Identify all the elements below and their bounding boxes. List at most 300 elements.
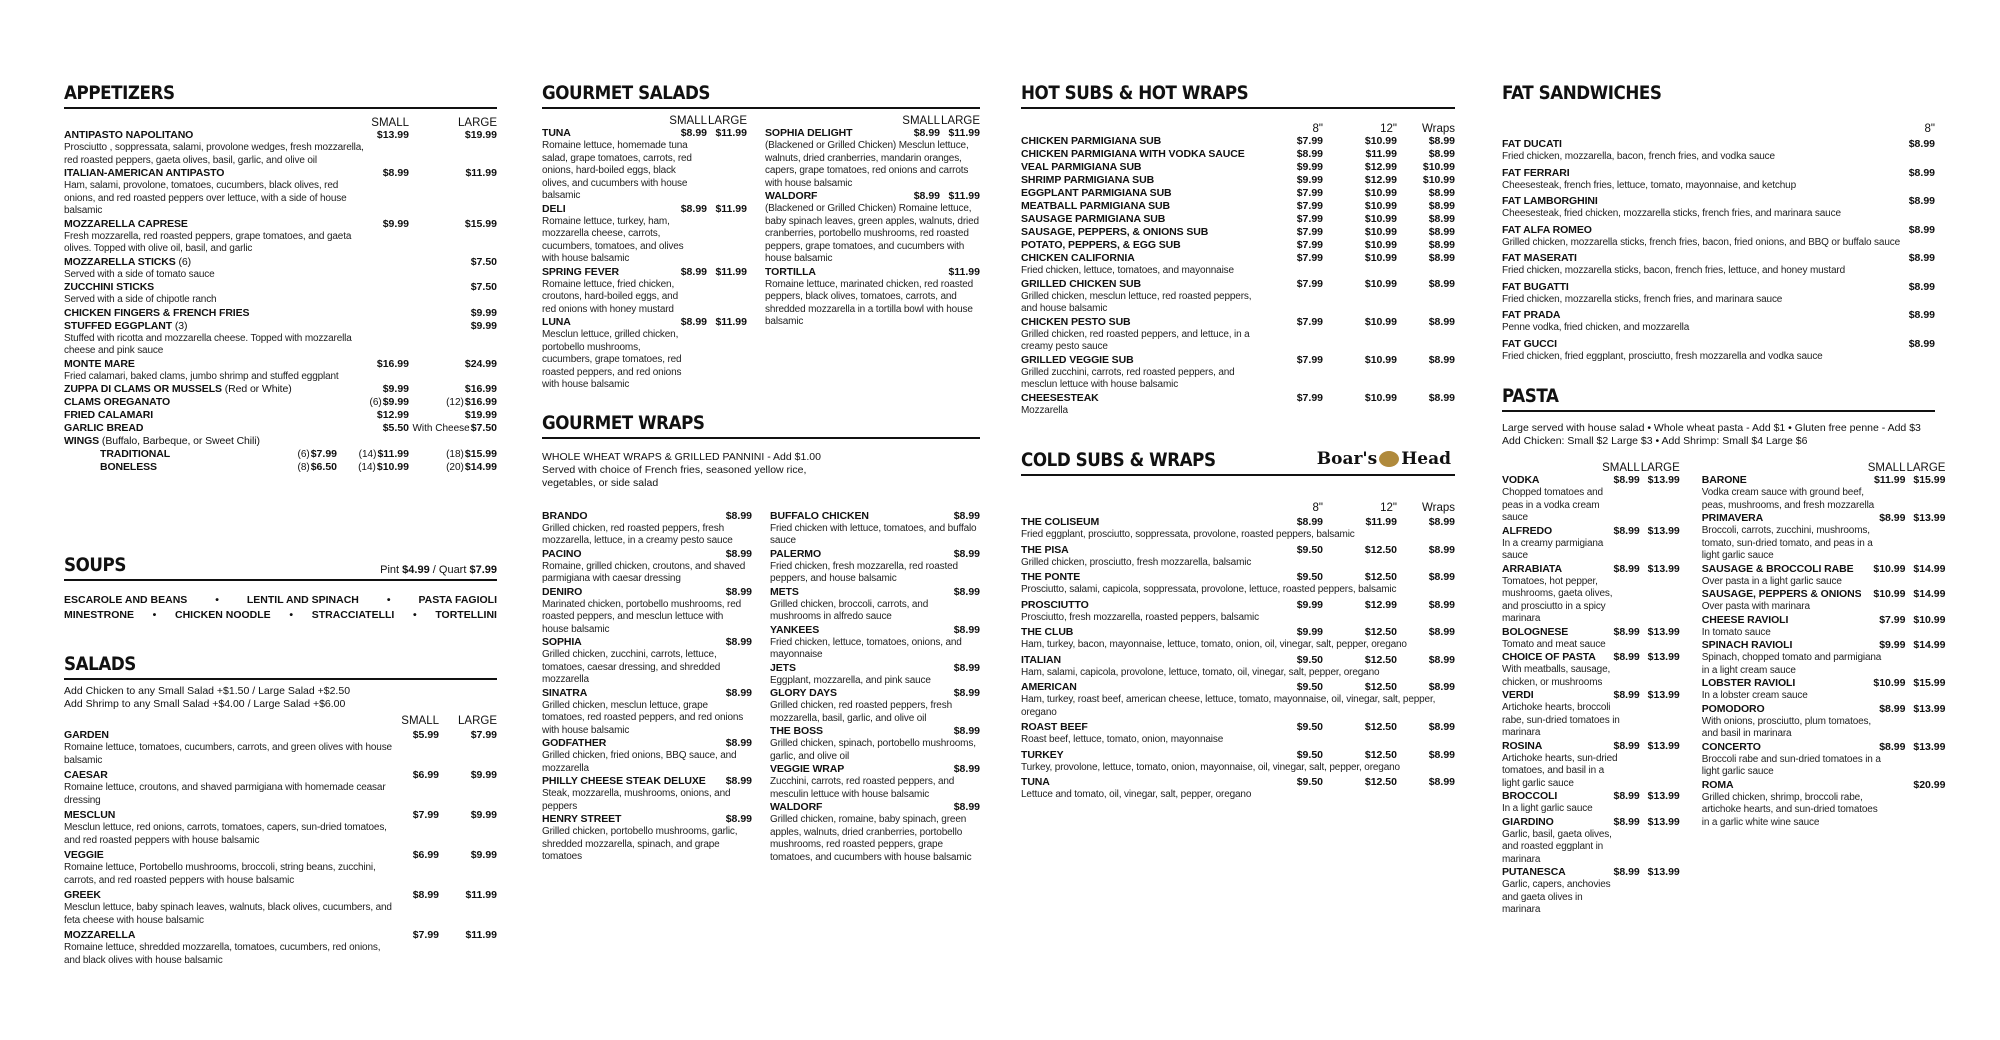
- col-large-label: LARGE: [941, 115, 980, 127]
- price-value: $7.99: [1296, 213, 1323, 225]
- item-name: [64, 729, 369, 742]
- menu-item: [1021, 354, 1455, 392]
- menu-item: [770, 548, 980, 586]
- price-value: $20.99: [1913, 778, 1946, 791]
- item-row: [1702, 474, 1946, 487]
- price: [337, 461, 409, 474]
- cold-subs-section: [1021, 445, 1455, 802]
- menu-item: [64, 422, 497, 435]
- item-row: [1021, 571, 1455, 584]
- item-name-text: PALERMO: [770, 547, 822, 560]
- price: [1861, 512, 1905, 525]
- menu-item: [64, 383, 497, 396]
- item-row: [1021, 544, 1455, 557]
- price: [439, 729, 497, 742]
- item-description: Mozzarella: [1021, 404, 1068, 416]
- price-value: $8.99: [1428, 571, 1455, 583]
- price: [896, 127, 940, 140]
- item-name: [1021, 239, 1283, 252]
- price-value: $12.50: [1364, 721, 1397, 733]
- price-value: $15.99: [1913, 474, 1946, 486]
- item-note: (6): [178, 255, 192, 268]
- column-2: [542, 78, 980, 864]
- price: [1397, 776, 1455, 789]
- section-title: FAT SANDWICHES: [1502, 82, 1662, 104]
- item-description: Turkey, provolone, lettuce, tomato, onion, mayonnaise, oil, vinegar, salt, pepper, oregano: [1021, 761, 1400, 773]
- price-value: $11.99: [377, 448, 409, 460]
- price-value: $11.99: [948, 265, 980, 278]
- menu-item: [1502, 281, 1935, 307]
- price: [1283, 226, 1323, 239]
- price: [271, 448, 337, 461]
- item-row: [1021, 148, 1455, 161]
- item-name: [542, 586, 712, 599]
- menu-item: [64, 218, 497, 256]
- price-value: $7.50: [470, 255, 497, 268]
- price: [1323, 200, 1397, 213]
- item-name: [64, 769, 369, 782]
- pasta-note-1: Large served with house salad • Whole wheat pasta - Add $1 • Gluten free penne - Add $3: [1502, 422, 1921, 434]
- price-value: $15.99: [464, 448, 497, 460]
- cold-subs-header: [1021, 445, 1455, 476]
- price: [1283, 626, 1323, 639]
- item-name-text: PACINO: [542, 547, 582, 560]
- price: [663, 203, 707, 216]
- price-value: $10.99: [1873, 677, 1906, 689]
- price: [409, 307, 497, 320]
- item-row: [64, 435, 497, 448]
- pasta-grid: [1502, 462, 1946, 917]
- price: [343, 422, 409, 435]
- boars-head-logo: [1317, 449, 1451, 469]
- price: [1323, 135, 1397, 148]
- item-description: Prosciutto, salami, capicola, soppressata, provolone, lettuce, roasted peppers, balsamic: [1021, 584, 1397, 595]
- item-row: [542, 548, 752, 561]
- price-value: $8.99: [1613, 524, 1640, 537]
- price-value: $7.99: [1296, 277, 1323, 290]
- menu-item: [765, 190, 980, 266]
- item-row: [1702, 512, 1946, 525]
- item-name-text: VEGGIE WRAP: [770, 763, 845, 775]
- price: [1596, 740, 1640, 753]
- price: [1861, 563, 1905, 576]
- item-description: Romaine lettuce, fried chicken, croutons, hard-boiled eggs, and red onions with honey mustard: [542, 278, 678, 315]
- item-name: [1502, 790, 1596, 803]
- price: [1596, 525, 1640, 538]
- item-row: [1021, 392, 1455, 405]
- item-row: [1502, 309, 1935, 322]
- price: [409, 358, 497, 371]
- col-small-label: SMALL: [371, 117, 409, 129]
- price-value: $13.99: [1913, 702, 1946, 715]
- menu-item: [64, 358, 497, 384]
- menu-item: [64, 256, 497, 282]
- item-name: [64, 320, 343, 333]
- item-name: [770, 725, 940, 738]
- item-description: Ham, turkey, bacon, mayonnaise, lettuce, tomato, onion, oil, vinegar, salt, pepper, oregano: [1021, 639, 1407, 650]
- price-value: $13.99: [1647, 815, 1680, 828]
- price-value: $11.99: [715, 202, 747, 215]
- price-columns-header: [1502, 462, 1680, 474]
- column-4: [1502, 78, 1946, 917]
- price-value: $8.99: [1613, 815, 1640, 828]
- price-value: $10.99: [1364, 277, 1397, 290]
- item-name-text: MESCLUN: [64, 809, 116, 821]
- item-row: [1021, 135, 1455, 148]
- menu-item: [1021, 721, 1455, 747]
- price-value: $7.99: [1296, 315, 1323, 328]
- item-name-text: ALFREDO: [1502, 524, 1553, 537]
- item-name-text: VEAL PARMIGIANA SUB: [1021, 161, 1142, 173]
- menu-item: [1502, 309, 1935, 335]
- price: [1640, 740, 1680, 753]
- item-description: Fresh mozzarella, red roasted peppers, grape tomatoes, and gaeta olives. Topped with olive oil, basil, and garlic: [64, 230, 352, 254]
- item-row: [770, 624, 980, 637]
- pasta-left-list: [1502, 474, 1680, 917]
- price-value: $12.50: [1364, 681, 1397, 693]
- item-name: [64, 396, 343, 409]
- item-description: Cheesesteak, fried chicken, mozzarella sticks, french fries, and marinara sauce: [1502, 208, 1841, 219]
- item-name: [1502, 689, 1596, 702]
- menu-item: [64, 929, 497, 967]
- item-name-text: THE PONTE: [1021, 571, 1081, 583]
- item-description: Grilled chicken, red roasted peppers, fresh mozzarella, lettuce, in a creamy pesto sauce: [542, 522, 733, 546]
- item-description: Prosciutto , soppressata, salami, provolone wedges, fresh mozzarella, red roasted peppers, gaeta olives, basil, garlic, and olive oil: [64, 142, 364, 166]
- price-value: $8.99: [1613, 651, 1640, 663]
- price-value: $9.99: [1296, 161, 1323, 173]
- price-separator: /: [432, 564, 436, 576]
- menu-item: [64, 396, 497, 409]
- price-value: $7.50: [470, 422, 497, 434]
- price: [1895, 195, 1935, 208]
- item-name-text: GREEK: [64, 889, 101, 901]
- price-columns-header: [542, 115, 747, 127]
- price: [1640, 525, 1680, 538]
- item-name-text: FAT ALFA ROMEO: [1502, 223, 1592, 236]
- menu-item: [64, 281, 497, 307]
- item-name: [1021, 544, 1283, 557]
- price: [1640, 866, 1680, 879]
- price: [707, 316, 747, 329]
- price: [1283, 392, 1323, 405]
- item-row: [1502, 626, 1680, 639]
- menu-item: [64, 769, 497, 807]
- item-name-text: BARONE: [1701, 474, 1747, 486]
- price: [1283, 681, 1323, 694]
- price: [1397, 516, 1455, 529]
- item-name-text: THE BOSS: [770, 725, 823, 737]
- item-description: Grilled chicken, mesclun lettuce, red roasted peppers, and house balsamic: [1021, 290, 1252, 314]
- price-value: $19.99: [464, 409, 497, 421]
- price-value: $13.99: [1647, 562, 1680, 575]
- price-value: $8.99: [1428, 239, 1455, 251]
- price: [409, 461, 497, 474]
- price: [1397, 252, 1455, 265]
- item-row: [64, 849, 497, 862]
- gourmet-salads-left-list: [542, 127, 747, 392]
- item-description: Romaine lettuce, Portobello mushrooms, broccoli, string beans, zucchini, carrots, and red roasted peppers with house balsamic: [64, 862, 376, 886]
- col-8in-label: 8": [1312, 502, 1323, 514]
- price: [896, 266, 940, 279]
- item-row: [1702, 703, 1946, 716]
- col-large-label: LARGE: [1640, 462, 1680, 474]
- price: [712, 586, 752, 599]
- item-name: [1021, 213, 1283, 226]
- item-row: [64, 929, 497, 942]
- salads-header: [64, 649, 497, 680]
- menu-item: [1021, 161, 1455, 174]
- item-row: [1021, 239, 1455, 252]
- item-name-text: CHOICE OF PASTA: [1502, 651, 1596, 663]
- gourmet-wraps-right-list: [770, 510, 980, 865]
- price: [707, 127, 747, 140]
- item-name-text: ZUPPA DI CLAMS OR MUSSELS: [64, 383, 222, 395]
- item-row: [542, 266, 747, 279]
- item-name: [64, 929, 369, 942]
- soup-name: TORTELLINI: [435, 609, 497, 621]
- price-value: $8.99: [1428, 391, 1455, 404]
- price-value: $8.99: [1428, 598, 1455, 611]
- price: [439, 809, 497, 822]
- price: [343, 383, 409, 396]
- item-row: [765, 190, 980, 203]
- price-value: $8.99: [1908, 309, 1935, 321]
- price-value: $8.99: [725, 547, 752, 560]
- item-description: Broccoli rabe and sun-dried tomatoes in a light garlic sauce: [1701, 753, 1881, 777]
- item-row: [64, 320, 497, 333]
- price-value: $8.99: [1296, 516, 1323, 528]
- salads-section: [64, 649, 497, 967]
- item-description: Grilled chicken, broccoli, carrots, and mushrooms in alfredo sauce: [770, 598, 929, 622]
- price-value: $9.99: [1879, 639, 1906, 651]
- menu-item: [770, 586, 980, 624]
- menu-item: [1021, 776, 1455, 802]
- price: [409, 218, 497, 231]
- price: [1323, 174, 1397, 187]
- item-name: [1021, 252, 1283, 265]
- item-description: Grilled chicken, spinach, portobello mushrooms, garlic, and olive oil: [770, 738, 976, 762]
- price-value: $10.99: [1422, 174, 1455, 186]
- item-row: [1502, 563, 1680, 576]
- price-value: $9.99: [470, 809, 497, 821]
- price: [1323, 654, 1397, 667]
- item-name-text: CHICKEN PARMIGIANA WITH VODKA SAUCE: [1021, 148, 1245, 160]
- price-value: $7.99: [1879, 613, 1906, 626]
- price-value: $7.99: [310, 448, 337, 460]
- price: [712, 775, 752, 788]
- item-row: [1021, 516, 1455, 529]
- price-value: $8.99: [1428, 315, 1455, 328]
- price: [1283, 571, 1323, 584]
- item-row: [64, 129, 497, 142]
- menu-item: [542, 316, 747, 392]
- price-value: $11.99: [715, 316, 747, 328]
- item-name-text: ARRABIATA: [1502, 562, 1562, 575]
- menu-item: [1021, 187, 1455, 200]
- menu-item: [64, 129, 497, 167]
- menu-item: [1702, 639, 1946, 677]
- item-row: [1502, 740, 1680, 753]
- item-description: Fried chicken, fried eggplant, prosciutto, fresh mozzarella and vodka sauce: [1502, 350, 1823, 362]
- item-name-text: GLORY DAYS: [770, 687, 837, 699]
- price-value: $8.99: [725, 775, 752, 787]
- price: [343, 256, 409, 269]
- item-name: [1021, 316, 1283, 329]
- item-row: [542, 316, 747, 329]
- price: [1323, 516, 1397, 529]
- menu-item: [64, 809, 497, 847]
- price-value: $9.50: [1296, 653, 1323, 666]
- price: [1283, 516, 1323, 529]
- col-small-label: SMALL: [401, 715, 439, 727]
- price-value: $10.99: [1364, 213, 1397, 225]
- item-row: [64, 383, 497, 396]
- section-title: PASTA: [1502, 385, 1559, 407]
- price-value: $10.99: [1364, 226, 1397, 238]
- item-row: [1021, 161, 1455, 174]
- item-description: In tomato sauce: [1701, 626, 1771, 638]
- price: [1397, 200, 1455, 213]
- item-description: Served with a side of tomato sauce: [64, 268, 215, 280]
- item-name-text: TURKEY: [1021, 748, 1064, 761]
- item-name: [1502, 474, 1596, 487]
- item-row: [1021, 187, 1455, 200]
- item-name: [1021, 599, 1283, 612]
- item-name: [770, 510, 940, 523]
- item-name-text: FAT LAMBORGHINI: [1502, 195, 1598, 207]
- item-name: [542, 127, 663, 140]
- price: [1323, 226, 1397, 239]
- menu-item: [64, 849, 497, 887]
- price: [1283, 654, 1323, 667]
- price: [1640, 651, 1680, 664]
- item-description: Chopped tomatoes and peas in a vodka cream sauce: [1502, 487, 1603, 523]
- item-name: [1502, 138, 1895, 151]
- item-row: [1702, 779, 1946, 792]
- item-description: Romaine lettuce, marinated chicken, red roasted peppers, black olives, tomatoes, carrots, and shredded mozzarella in a tortilla bowl with house balsamic: [765, 278, 974, 327]
- price: [409, 320, 497, 333]
- item-name-text: CHICKEN CALIFORNIA: [1021, 252, 1135, 264]
- item-row: [64, 729, 497, 742]
- pasta-right-list: [1702, 474, 1946, 829]
- item-row: [1502, 689, 1680, 702]
- item-description: Romaine, grilled chicken, croutons, and shaved parmigiana with caesar dressing: [542, 560, 746, 584]
- price-value: $9.50: [1296, 681, 1323, 693]
- price-value: $19.99: [464, 129, 497, 141]
- price-value: $8.99: [725, 737, 752, 749]
- menu-item: [1702, 703, 1946, 741]
- section-title: HOT SUBS & HOT WRAPS: [1021, 82, 1249, 104]
- item-row: [542, 636, 752, 649]
- item-name-text: MOZZARELLA: [64, 929, 136, 941]
- item-note: (Red or White): [224, 383, 292, 395]
- price-value: $13.99: [1647, 689, 1680, 701]
- price: [1861, 677, 1905, 690]
- item-name-text: GRILLED VEGGIE SUB: [1021, 353, 1134, 366]
- item-description: Garlic, basil, gaeta olives, and roasted eggplant in marinara: [1502, 828, 1612, 865]
- price-value: $8.99: [1613, 689, 1640, 701]
- item-row: [1021, 226, 1455, 239]
- item-name: [1021, 226, 1283, 239]
- item-name: [770, 763, 940, 776]
- price: [343, 167, 409, 180]
- price-columns-header: [765, 115, 980, 127]
- wings-row: [64, 448, 497, 461]
- col-small-label: SMALL: [902, 115, 940, 127]
- item-name-text: METS: [770, 585, 799, 598]
- price: [1283, 148, 1323, 161]
- price: [343, 358, 409, 371]
- price-value: $8.99: [1428, 653, 1455, 666]
- menu-item: [1021, 681, 1455, 719]
- item-name: [1021, 354, 1283, 367]
- col-wraps-label: Wraps: [1421, 502, 1455, 514]
- price: [1283, 161, 1323, 174]
- item-row: [1021, 200, 1455, 213]
- price: [1905, 588, 1945, 601]
- item-name: [64, 281, 343, 294]
- fat-sandwiches-header: [1502, 78, 1935, 107]
- bullet: •: [152, 609, 157, 621]
- price: [940, 127, 980, 140]
- item-name: [1502, 651, 1596, 664]
- price: [1640, 626, 1680, 639]
- gourmet-salads-section: [542, 78, 980, 392]
- item-row: [1502, 338, 1935, 351]
- item-description: Romaine lettuce, turkey, ham, mozzarella cheese, carrots, cucumbers, tomatoes, and olives with house balsamic: [542, 215, 684, 264]
- price: [1861, 614, 1905, 627]
- price: [1323, 316, 1397, 329]
- item-name-text: CHEESESTEAK: [1021, 391, 1099, 404]
- price-value: $13.99: [1647, 524, 1680, 537]
- item-row: [64, 358, 497, 371]
- item-name-text: ITALIAN: [1021, 653, 1061, 666]
- price-value: $12.50: [1364, 626, 1397, 638]
- price-value: $8.99: [953, 801, 980, 813]
- item-name: [765, 190, 896, 203]
- price: [940, 190, 980, 203]
- item-name-text: SAUSAGE, PEPPERS & ONIONS: [1701, 588, 1862, 600]
- item-name: [1021, 626, 1283, 639]
- price-value: $7.99: [1296, 226, 1323, 238]
- menu-item: [542, 636, 752, 687]
- menu-item: [64, 409, 497, 422]
- item-row: [64, 396, 497, 409]
- price: [1905, 779, 1945, 792]
- price: [1397, 626, 1455, 639]
- item-name: [765, 127, 896, 140]
- item-description: Ham, salami, provolone, tomatoes, cucumbers, black olives, red onions, and red roasted peppers over lettuce, with a side of house balsamic: [64, 180, 347, 216]
- item-name-text: SAUSAGE & BROCCOLI RABE: [1701, 562, 1854, 575]
- price-value: $8.99: [412, 889, 439, 901]
- section-title: GOURMET WRAPS: [542, 411, 705, 434]
- price: [409, 129, 497, 142]
- item-description: Artichoke hearts, broccoli rabe, sun-dried tomatoes in marinara: [1502, 702, 1620, 738]
- item-name-text: WALDORF: [765, 190, 818, 202]
- item-name: [64, 256, 343, 269]
- item-name: [1502, 338, 1895, 351]
- item-row: [542, 510, 752, 523]
- menu-item: [1021, 135, 1455, 148]
- menu-item: [64, 889, 497, 927]
- price-value: $9.99: [1296, 174, 1323, 186]
- item-row: [1021, 721, 1455, 734]
- price: [712, 510, 752, 523]
- gourmet-salads-header: [542, 78, 980, 109]
- item-row: [64, 769, 497, 782]
- price: [409, 167, 497, 180]
- column-1: [64, 78, 497, 967]
